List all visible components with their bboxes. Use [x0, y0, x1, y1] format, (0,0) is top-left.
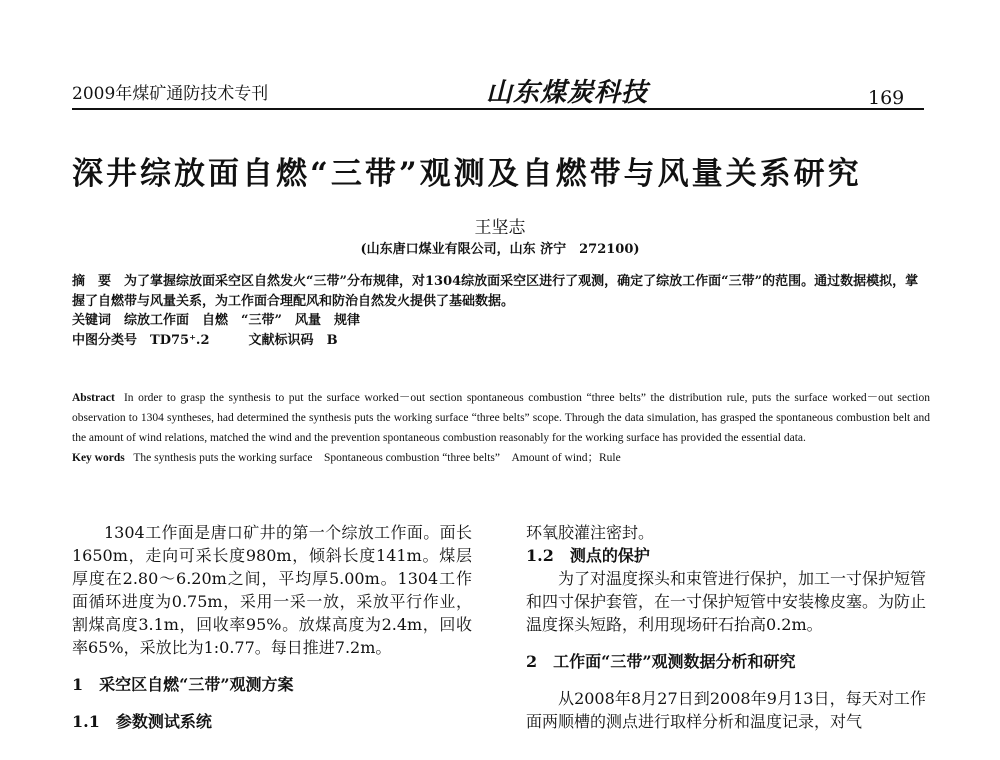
page-number: 169: [868, 87, 905, 109]
header-rule: [72, 108, 924, 110]
doc-code: B: [326, 332, 338, 348]
abstract-zh-paragraph: [72, 272, 930, 311]
classification-code: TD75⁺.2: [150, 332, 210, 348]
body-line-continued: 环氧胶灌注密封。: [526, 523, 655, 542]
author-affiliation: (山东唐口煤业有限公司，山东 济宁 272100): [360, 242, 640, 257]
abstract-zh-label: 摘 要: [72, 274, 112, 289]
keywords-en: [72, 448, 930, 468]
body-column-right: [526, 521, 926, 733]
keywords-zh-text: 综放工作面 自燃 “三带” 风量 规律: [124, 313, 360, 328]
doc-code-label: 文献标识码: [248, 332, 314, 348]
article-title: 深井综放面自燃“三带”观测及自燃带与风量关系研究: [72, 156, 862, 192]
classification-label: 中图分类号: [72, 332, 138, 348]
body-paragraph-1: 1304工作面是唐口矿井的第一个综放工作面。面长1650m，走向可采长度980m，倾斜长度141m。煤层厚度在2.80～6.20m之间，平均厚5.00m。1304工作面循环进度为0.75m，采用一采一放，采放平行作业，割煤高度3.1m，回收率95%。放煤高度为2.4m，回收率65%，采放比为1:0.77。每日推进7.2m。: [72, 523, 472, 657]
body-paragraph-3: 从2008年8月27日到2008年9月13日，每天对工作面两顺槽的测点进行取样分析和温度记录，对气: [526, 689, 926, 731]
journal-issue: 2009年煤矿通防技术专刊: [72, 84, 269, 104]
body-column-left: [72, 521, 472, 733]
abstract-zh: [72, 272, 930, 350]
abstract-en: [72, 388, 930, 468]
keywords-zh-label: 关键词: [72, 313, 112, 328]
body-paragraph-2: 为了对温度探头和束管进行保护，加工一寸保护短管和四寸保护套管，在一寸保护短管中安装橡皮塞。为防止温度探头短路，利用现场矸石抬高0.2m。: [526, 569, 927, 634]
journal-masthead: 山东煤炭科技: [486, 78, 649, 108]
section-heading-1-2: 1.2 测点的保护: [526, 546, 650, 565]
keywords-en-text: The synthesis puts the working surface Spontaneous combustion “three belts” Amount of wind；Rule: [133, 452, 621, 464]
section-heading-2: 2 工作面“三带”观测数据分析和研究: [526, 652, 796, 671]
abstract-en-label: Abstract: [72, 392, 115, 404]
article-author: 王坚志: [474, 218, 526, 238]
abstract-en-text: In order to grasp the synthesis to put the surface worked－out section spontaneous combustion “three belts” the distribution rule, puts the surface worked－out section observation to 1304 syntheses, had determined the synthesis puts the working surface “three belts” scope. Through the data simulation, has grasped the spontaneous combustion belt and the amount of wind relations, matched the wind and the prevention spontaneous combustion reasonably for the working surface has provided the essential data.: [72, 392, 931, 444]
keywords-en-label: Key words: [72, 452, 125, 464]
abstract-en-paragraph: [72, 388, 930, 448]
abstract-zh-text: 为了掌握综放面采空区自然发火“三带”分布规律，对1304综放面采空区进行了观测，确定了综放工作面“三带”的范围。通过数据模拟，掌握了自燃带与风量关系，为工作面合理配风和防治自然发火提供了基础数据。: [72, 274, 919, 309]
keywords-zh: [72, 311, 930, 331]
section-heading-1: 1 采空区自燃“三带”观测方案: [72, 675, 294, 694]
section-heading-1-1: 1.1 参数测试系统: [72, 712, 212, 731]
classification-line: [72, 331, 930, 351]
